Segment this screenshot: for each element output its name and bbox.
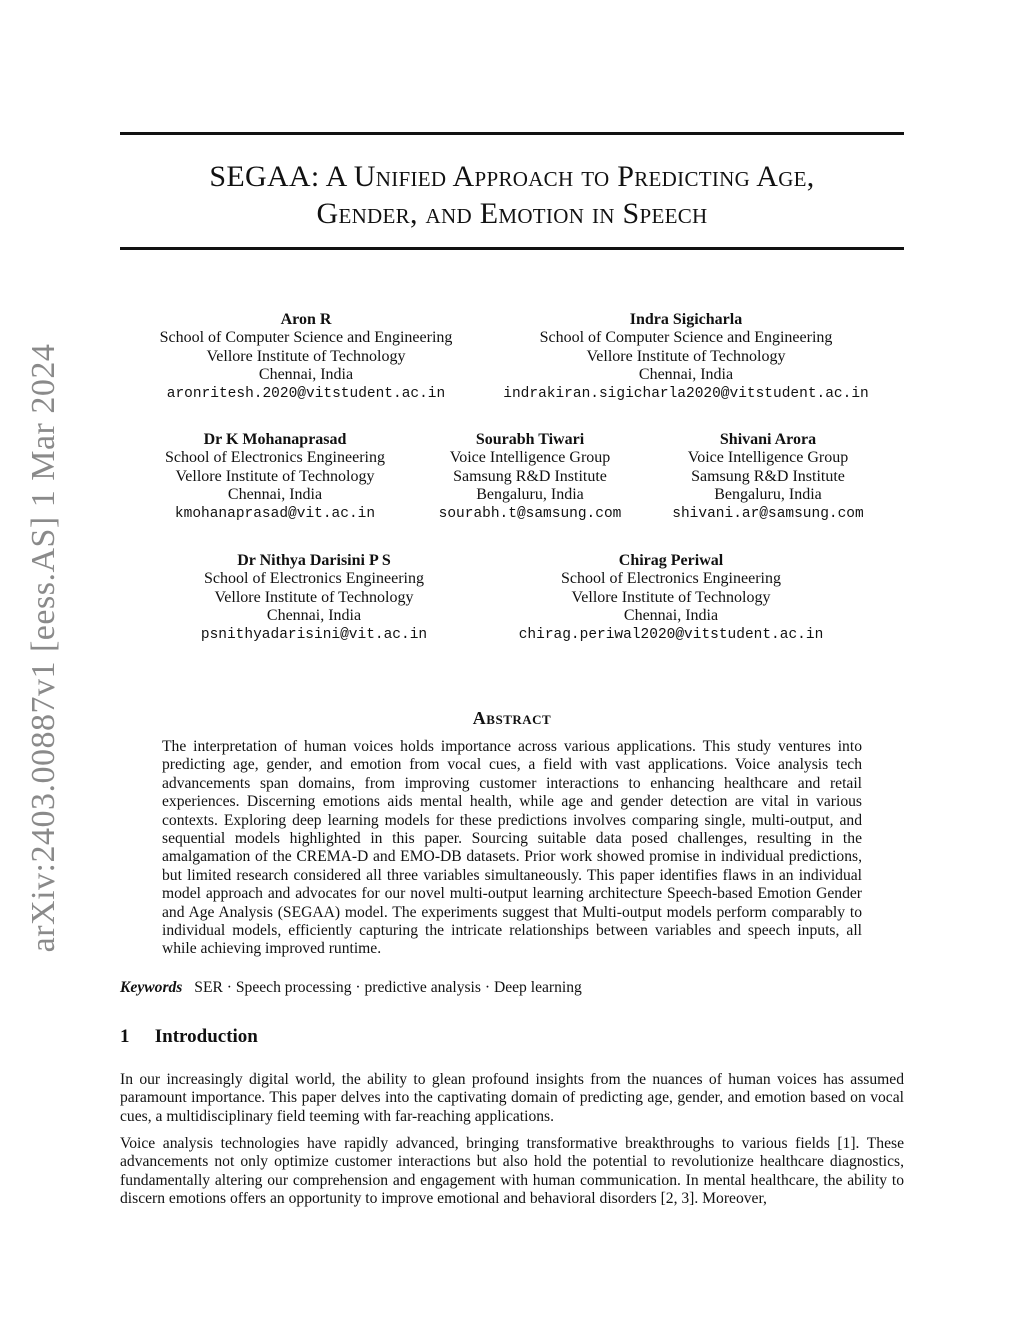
author-location: Bengaluru, India <box>476 486 584 504</box>
author-location: Chennai, India <box>258 366 354 384</box>
keywords-text: SER · Speech processing · predictive analysis · Deep learning <box>194 979 582 996</box>
keywords-line <box>120 979 582 997</box>
author-block <box>672 431 863 523</box>
author-department: School of Electronics Engineering <box>561 570 781 588</box>
intro-paragraph: In our increasingly digital world, the ability to glean profound insights from the nuances of human voices has assumed paramount importance. This paper delves into the captivating domain of predicting age, gender, and emotion based on vocal cues, a multidisciplinary field teeming with far-reaching applications. <box>120 1071 904 1125</box>
author-department: Voice Intelligence Group <box>687 449 849 467</box>
arxiv-identifier-stamp: arXiv:2403.00887v1 [eess.AS] 1 Mar 2024 <box>25 343 62 953</box>
author-institute: Vellore Institute of Technology <box>206 347 406 365</box>
author-email[interactable]: sourabh.t@samsung.com <box>438 505 622 522</box>
author-institute: Vellore Institute of Technology <box>586 347 786 365</box>
author-email[interactable]: shivani.ar@samsung.com <box>672 505 864 522</box>
author-block <box>519 552 824 644</box>
section-number: 1 <box>120 1026 130 1047</box>
author-name: Chirag Periwal <box>618 552 724 569</box>
author-institute: Samsung R&D Institute <box>453 467 607 485</box>
author-institute: Vellore Institute of Technology <box>175 467 375 485</box>
abstract-text: The interpretation of human voices holds importance across various applications. This study ventures into predicting age, gender, and emotion from vocal cues, a field with vast applications. Voice analysis tech advancements span domains, from improving customer interactions to enhancing healthcare and retail experiences. Discerning emotions aids mental health, while age and gender detection are vital in various contexts. Exploring deep learning models for these predictions involves comparing single, multi-output, and sequential models highlighted in this paper. Sourcing suitable data posed challenges, resulting in the amalgamation of the CREMA-D and EMO-DB datasets. Prior work showed promise in individual predictions, but limited research considered all three variables simultaneously. This paper identifies flaws in an individual model approach and advocates for our novel multi-output learning architecture Speech-based Emotion Gender and Age Analysis (SEGAA) model. The experiments suggest that Multi-output models perform comparably to individual models, efficiently capturing the intricate relationships between variables and speech inputs, all while achieving improved runtime. <box>162 738 862 958</box>
title-rule-top <box>120 132 904 135</box>
intro-paragraph: Voice analysis technologies have rapidly advanced, bringing transformative breakthroughs to various fields [1]. These advancements not only optimize customer interactions but also hold the potential to revolutionize healthcare diagnostics, fundamentally altering our comprehension and engagement with human communication. In mental healthcare, the ability to discern emotions offers an opportunity to improve emotional and behavioral disorders [2, 3]. Moreover, <box>120 1135 904 1208</box>
author-name: Shivani Arora <box>719 431 817 448</box>
author-department: School of Computer Science and Engineering <box>539 329 833 347</box>
author-institute: Vellore Institute of Technology <box>571 588 771 606</box>
title-line-1: SEGAA: A Unified Approach to Predicting Age, <box>209 160 815 193</box>
author-location: Chennai, India <box>638 366 734 384</box>
author-location: Bengaluru, India <box>714 486 822 504</box>
author-department: School of Electronics Engineering <box>165 449 385 467</box>
author-block <box>160 311 453 403</box>
author-location: Chennai, India <box>266 607 362 625</box>
author-institute: Samsung R&D Institute <box>691 467 845 485</box>
author-name: Dr Nithya Darisini P S <box>237 552 391 569</box>
author-name: Indra Sigicharla <box>629 311 743 328</box>
author-block <box>503 311 868 403</box>
paper-title <box>120 158 904 232</box>
author-department: Voice Intelligence Group <box>449 449 611 467</box>
author-name: Dr K Mohanaprasad <box>203 431 347 448</box>
author-email[interactable]: kmohanaprasad@vit.ac.in <box>174 505 376 522</box>
author-department: School of Computer Science and Engineering <box>159 329 453 347</box>
title-rule-bottom <box>120 247 904 250</box>
author-name: Aron R <box>280 311 332 328</box>
author-name: Sourabh Tiwari <box>475 431 585 448</box>
author-block <box>439 431 622 523</box>
author-location: Chennai, India <box>227 486 323 504</box>
author-email[interactable]: chirag.periwal2020@vitstudent.ac.in <box>518 626 824 643</box>
section-heading <box>120 1026 258 1048</box>
author-department: School of Electronics Engineering <box>204 570 424 588</box>
abstract-heading: Abstract <box>472 708 552 728</box>
section-title: Introduction <box>154 1026 258 1047</box>
title-line-2: Gender, and Emotion in Speech <box>316 197 708 230</box>
author-email[interactable]: psnithyadarisini@vit.ac.in <box>200 626 428 643</box>
author-location: Chennai, India <box>623 607 719 625</box>
author-block <box>165 431 385 523</box>
author-email[interactable]: aronritesh.2020@vitstudent.ac.in <box>166 385 446 402</box>
author-institute: Vellore Institute of Technology <box>214 588 414 606</box>
keywords-label: Keywords <box>120 979 183 996</box>
author-email[interactable]: indrakiran.sigicharla2020@vitstudent.ac.in <box>503 385 869 402</box>
author-block <box>201 552 427 644</box>
